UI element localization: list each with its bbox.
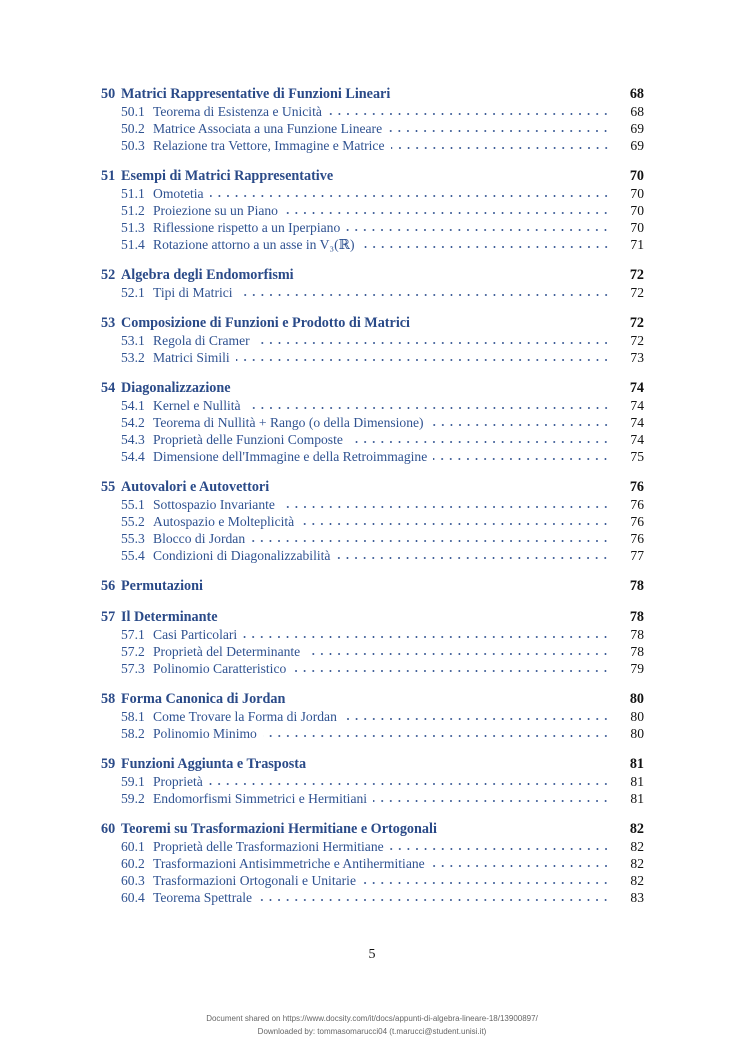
dot-leader bbox=[336, 550, 610, 560]
dot-leader bbox=[292, 663, 610, 673]
section-title: Blocco di Jordan bbox=[153, 531, 246, 546]
toc-section-link[interactable] bbox=[101, 626, 644, 643]
section-page: 70 bbox=[630, 186, 644, 201]
chapter-page: 82 bbox=[629, 821, 644, 837]
section-number: 53.2 bbox=[121, 350, 145, 365]
toc-section-link[interactable] bbox=[101, 725, 644, 742]
section-title: Proprietà del Determinante bbox=[153, 644, 301, 659]
dot-leader bbox=[346, 222, 610, 232]
section-title: Kernel e Nullità bbox=[153, 398, 241, 413]
chapter-number: 55 bbox=[101, 479, 116, 495]
dot-leader bbox=[236, 352, 610, 362]
section-number: 55.2 bbox=[121, 514, 145, 529]
toc-section-link[interactable] bbox=[101, 773, 644, 790]
section-number: 51.2 bbox=[121, 203, 145, 218]
section-number: 51.4 bbox=[121, 237, 145, 252]
section-page: 73 bbox=[630, 350, 644, 365]
toc-chapter-link[interactable] bbox=[101, 380, 644, 397]
dot-leader bbox=[361, 239, 610, 249]
section-number: 54.4 bbox=[121, 449, 145, 464]
dot-leader bbox=[431, 858, 610, 868]
toc-section bbox=[101, 315, 644, 366]
chapter-page: 81 bbox=[629, 756, 644, 772]
section-title: Trasformazioni Ortogonali e Unitarie bbox=[153, 873, 356, 888]
toc-section-link[interactable] bbox=[101, 431, 644, 448]
toc-section-link[interactable] bbox=[101, 185, 644, 202]
toc-chapter-link[interactable] bbox=[101, 86, 644, 103]
section-number: 50.2 bbox=[121, 121, 145, 136]
section-number: 54.3 bbox=[121, 432, 145, 447]
section-page: 70 bbox=[630, 203, 644, 218]
toc-chapter-link[interactable] bbox=[101, 578, 644, 595]
toc-section-link[interactable] bbox=[101, 284, 644, 301]
chapter-title: Il Determinante bbox=[121, 609, 218, 625]
section-page: 82 bbox=[630, 839, 644, 854]
dot-leader bbox=[391, 140, 611, 150]
section-number: 58.2 bbox=[121, 726, 145, 741]
section-page: 75 bbox=[630, 449, 644, 464]
toc-section-link[interactable] bbox=[101, 872, 644, 889]
section-number: 60.4 bbox=[121, 890, 145, 905]
section-title: Riflessione rispetto a un Iperpiano bbox=[153, 220, 341, 235]
chapter-title: Funzioni Aggiunta e Trasposta bbox=[121, 756, 307, 772]
chapter-page: 74 bbox=[629, 380, 644, 396]
toc-section-link[interactable] bbox=[101, 332, 644, 349]
section-title: Autospazio e Molteplicità bbox=[153, 514, 295, 529]
dot-leader bbox=[263, 728, 610, 738]
section-title: Dimensione dell'Immagine e della Retroimmagine bbox=[153, 449, 428, 464]
chapter-page: 78 bbox=[629, 578, 644, 594]
section-title: Polinomio Minimo bbox=[153, 726, 257, 741]
section-title: Condizioni di Diagonalizzabilità bbox=[153, 548, 331, 563]
toc-section-link[interactable] bbox=[101, 397, 644, 414]
dot-leader bbox=[239, 287, 610, 297]
chapter-title: Autovalori e Autovettori bbox=[121, 479, 270, 495]
toc-section-link[interactable] bbox=[101, 414, 644, 431]
toc-chapter-link[interactable] bbox=[101, 691, 644, 708]
toc-section-link[interactable] bbox=[101, 103, 644, 120]
section-number: 52.1 bbox=[121, 285, 145, 300]
toc-section bbox=[101, 86, 644, 154]
chapter-number: 60 bbox=[101, 821, 116, 837]
section-page: 83 bbox=[630, 890, 644, 905]
toc-section bbox=[101, 821, 644, 906]
section-page: 80 bbox=[630, 709, 644, 724]
section-title: Proprietà bbox=[153, 774, 203, 789]
chapter-number: 53 bbox=[101, 315, 116, 331]
section-number: 59.1 bbox=[121, 774, 145, 789]
chapter-page: 78 bbox=[629, 609, 644, 625]
section-title: Rotazione attorno a un asse in V₃(ℝ) bbox=[153, 237, 355, 252]
section-title: Sottospazio Invariante bbox=[153, 497, 275, 512]
section-page: 69 bbox=[630, 121, 644, 136]
dot-leader bbox=[306, 646, 610, 656]
toc-section-link[interactable] bbox=[101, 530, 644, 547]
toc-section-link[interactable] bbox=[101, 120, 644, 137]
toc-section-link[interactable] bbox=[101, 236, 644, 253]
chapter-page: 80 bbox=[629, 691, 644, 707]
dot-leader bbox=[328, 106, 610, 116]
dot-leader bbox=[343, 711, 610, 721]
chapter-number: 52 bbox=[101, 267, 116, 283]
chapter-title: Composizione di Funzioni e Prodotto di Matrici bbox=[121, 315, 410, 331]
section-title: Proprietà delle Funzioni Composte bbox=[153, 432, 343, 447]
toc-section bbox=[101, 691, 644, 742]
section-page: 74 bbox=[630, 398, 644, 413]
section-page: 69 bbox=[630, 138, 644, 153]
chapter-page: 70 bbox=[629, 168, 644, 184]
section-page: 76 bbox=[630, 497, 644, 512]
section-number: 57.1 bbox=[121, 627, 145, 642]
toc-section-link[interactable] bbox=[101, 855, 644, 872]
toc-section-link[interactable] bbox=[101, 513, 644, 530]
section-title: Matrice Associata a una Funzione Lineare bbox=[153, 121, 383, 136]
dot-leader bbox=[247, 400, 610, 410]
section-page: 80 bbox=[630, 726, 644, 741]
dot-leader bbox=[210, 188, 610, 198]
dot-leader bbox=[281, 499, 610, 509]
chapter-number: 59 bbox=[101, 756, 116, 772]
toc-section bbox=[101, 756, 644, 807]
toc-section-link[interactable] bbox=[101, 643, 644, 660]
toc-chapter-link[interactable] bbox=[101, 609, 644, 626]
footer-downloaded-line: Downloaded by: tommasomarucci04 (t.marucci@student.unisi.it) bbox=[257, 1027, 487, 1036]
section-number: 59.2 bbox=[121, 791, 145, 806]
toc-section-link[interactable] bbox=[101, 660, 644, 677]
toc-section bbox=[101, 380, 644, 465]
dot-leader bbox=[243, 629, 610, 639]
dot-leader bbox=[430, 417, 610, 427]
dot-leader bbox=[388, 123, 610, 133]
toc-chapter-link[interactable] bbox=[101, 756, 644, 773]
section-number: 60.3 bbox=[121, 873, 145, 888]
section-page: 82 bbox=[630, 873, 644, 888]
chapter-number: 58 bbox=[101, 691, 116, 707]
toc-section bbox=[101, 168, 644, 253]
section-number: 51.3 bbox=[121, 220, 145, 235]
page-number: 5 bbox=[368, 947, 376, 962]
section-title: Endomorfismi Simmetrici e Hermitiani bbox=[153, 791, 368, 806]
section-page: 72 bbox=[630, 333, 644, 348]
section-page: 72 bbox=[630, 285, 644, 300]
section-title: Relazione tra Vettore, Immagine e Matrice bbox=[153, 138, 385, 153]
chapter-number: 50 bbox=[101, 86, 116, 102]
section-title: Trasformazioni Antisimmetriche e Antihermitiane bbox=[153, 856, 425, 871]
section-number: 51.1 bbox=[121, 186, 145, 201]
dot-leader bbox=[284, 205, 610, 215]
section-title: Teorema di Esistenza e Unicità bbox=[153, 104, 322, 119]
section-number: 55.4 bbox=[121, 548, 145, 563]
dot-leader bbox=[390, 841, 610, 851]
section-number: 54.1 bbox=[121, 398, 145, 413]
section-number: 55.3 bbox=[121, 531, 145, 546]
chapter-title: Permutazioni bbox=[121, 578, 203, 594]
footer-shared-line: Document shared on https://www.docsity.com/it/docs/appunti-di-algebra-lineare-18/13900897/ bbox=[206, 1014, 538, 1023]
toc-chapter-link[interactable] bbox=[101, 168, 644, 185]
section-page: 70 bbox=[630, 220, 644, 235]
section-number: 60.1 bbox=[121, 839, 145, 854]
section-page: 78 bbox=[630, 644, 644, 659]
table-of-contents bbox=[101, 86, 644, 906]
dot-leader bbox=[256, 335, 610, 345]
section-page: 82 bbox=[630, 856, 644, 871]
section-page: 81 bbox=[630, 774, 644, 789]
section-number: 50.1 bbox=[121, 104, 145, 119]
dot-leader bbox=[258, 892, 610, 902]
toc-chapter-link[interactable] bbox=[101, 479, 644, 496]
toc-section-link[interactable] bbox=[101, 889, 644, 906]
dot-leader bbox=[433, 451, 610, 461]
toc-chapter-link[interactable] bbox=[101, 315, 644, 332]
section-number: 60.2 bbox=[121, 856, 145, 871]
toc-section-link[interactable] bbox=[101, 137, 644, 154]
section-title: Omotetia bbox=[153, 186, 204, 201]
toc-section-link[interactable] bbox=[101, 547, 644, 564]
section-number: 50.3 bbox=[121, 138, 145, 153]
section-page: 74 bbox=[630, 432, 644, 447]
chapter-page: 72 bbox=[629, 315, 644, 331]
section-title: Proprietà delle Trasformazioni Hermitiane bbox=[153, 839, 384, 854]
chapter-title: Diagonalizzazione bbox=[121, 380, 231, 396]
toc-section-link[interactable] bbox=[101, 838, 644, 855]
section-title: Proiezione su un Piano bbox=[153, 203, 278, 218]
section-number: 54.2 bbox=[121, 415, 145, 430]
section-page: 78 bbox=[630, 627, 644, 642]
section-title: Regola di Cramer bbox=[153, 333, 250, 348]
chapter-number: 54 bbox=[101, 380, 116, 396]
dot-leader bbox=[209, 776, 610, 786]
chapter-title: Matrici Rappresentative di Funzioni Lineari bbox=[121, 86, 391, 102]
section-number: 57.3 bbox=[121, 661, 145, 676]
section-page: 76 bbox=[630, 531, 644, 546]
toc-section-link[interactable] bbox=[101, 202, 644, 219]
section-page: 81 bbox=[630, 791, 644, 806]
toc-section-link[interactable] bbox=[101, 708, 644, 725]
toc-chapter-link[interactable] bbox=[101, 821, 644, 838]
chapter-title: Forma Canonica di Jordan bbox=[121, 691, 286, 707]
section-title: Polinomio Caratteristico bbox=[153, 661, 287, 676]
toc-section bbox=[101, 479, 644, 564]
toc-chapter-link[interactable] bbox=[101, 267, 644, 284]
dot-leader bbox=[373, 793, 610, 803]
section-number: 58.1 bbox=[121, 709, 145, 724]
chapter-page: 72 bbox=[629, 267, 644, 283]
chapter-page: 68 bbox=[629, 86, 644, 102]
section-page: 76 bbox=[630, 514, 644, 529]
chapter-number: 57 bbox=[101, 609, 116, 625]
section-title: Teorema Spettrale bbox=[153, 890, 253, 905]
footer bbox=[0, 1012, 744, 1038]
toc-section bbox=[101, 609, 644, 677]
dot-leader bbox=[300, 516, 610, 526]
toc-section bbox=[101, 267, 644, 301]
toc-section-link[interactable] bbox=[101, 349, 644, 366]
section-number: 57.2 bbox=[121, 644, 145, 659]
section-number: 53.1 bbox=[121, 333, 145, 348]
toc-section-link[interactable] bbox=[101, 790, 644, 807]
toc-section-link[interactable] bbox=[101, 448, 644, 465]
dot-leader bbox=[251, 533, 610, 543]
section-page: 71 bbox=[630, 237, 644, 252]
chapter-number: 51 bbox=[101, 168, 116, 184]
toc-section bbox=[101, 578, 644, 595]
section-title: Teorema di Nullità + Rango (o della Dimensione) bbox=[153, 415, 424, 430]
toc-section-link[interactable] bbox=[101, 496, 644, 513]
chapter-title: Teoremi su Trasformazioni Hermitiane e Ortogonali bbox=[121, 821, 437, 837]
section-page: 74 bbox=[630, 415, 644, 430]
section-title: Come Trovare la Forma di Jordan bbox=[153, 709, 337, 724]
chapter-number: 56 bbox=[101, 578, 116, 594]
dot-leader bbox=[349, 434, 610, 444]
section-number: 55.1 bbox=[121, 497, 145, 512]
section-title: Tipi di Matrici bbox=[153, 285, 233, 300]
toc-section-link[interactable] bbox=[101, 219, 644, 236]
chapter-page: 76 bbox=[629, 479, 644, 495]
section-title: Matrici Simili bbox=[153, 350, 230, 365]
chapter-title: Esempi di Matrici Rappresentative bbox=[121, 168, 334, 184]
section-title: Casi Particolari bbox=[153, 627, 238, 642]
dot-leader bbox=[362, 875, 610, 885]
chapter-title: Algebra degli Endomorfismi bbox=[121, 267, 294, 283]
section-page: 77 bbox=[630, 548, 644, 563]
section-page: 68 bbox=[630, 104, 644, 119]
section-page: 79 bbox=[630, 661, 644, 676]
